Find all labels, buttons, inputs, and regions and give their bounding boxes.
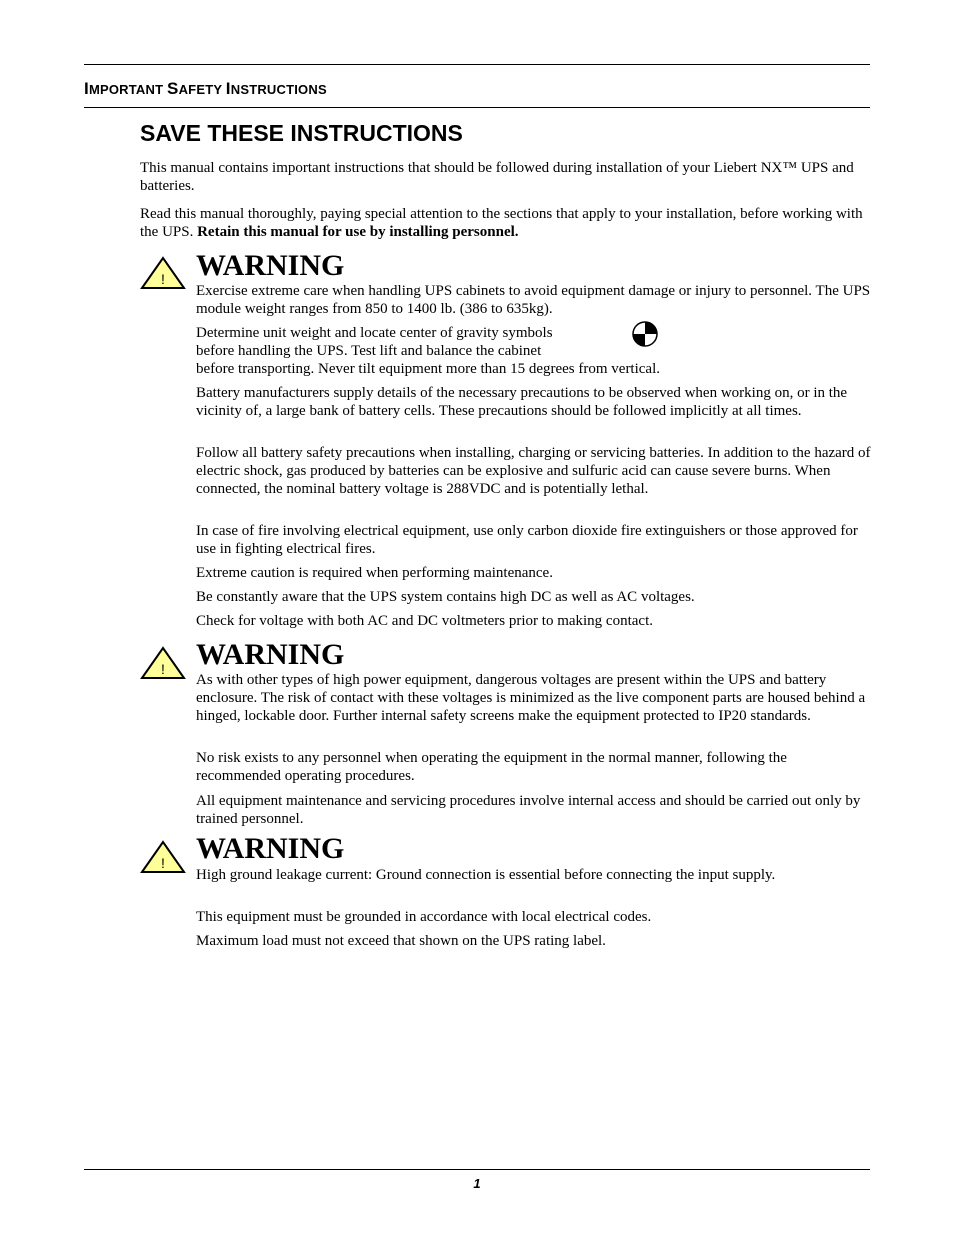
warning-triangle-icon — [140, 256, 186, 290]
warning-2-paragraph: All equipment maintenance and servicing procedures involve internal access and should be carried out only by trained personnel. — [196, 793, 861, 827]
header-bottom-rule — [84, 107, 870, 108]
warning-1-paragraph: Check for voltage with both AC and DC voltmeters prior to making contact. — [196, 613, 653, 629]
warning-1-paragraph: Battery manufacturers supply details of the necessary precautions to be observed when working on, or in the vicinity of, a large bank of battery cells. These precautions should be followed implicitly at all times. — [196, 385, 848, 419]
warning-1-paragraph: before handling the UPS. Test lift and balance the cabinet — [196, 343, 542, 359]
warning-1-paragraph: Follow all battery safety precautions when installing, charging or servicing batteries. In addition to the hazard of electric shock, gas produced by batteries can be explosive and sulfuric acid can cause severe burns. When connected, the nominal battery voltage is 288VDC and is potentially lethal. — [196, 445, 871, 497]
warning-3-paragraph: This equipment must be grounded in accordance with local electrical codes. — [196, 909, 652, 925]
page-title: SAVE THESE INSTRUCTIONS — [140, 120, 463, 146]
warning-3-paragraph: High ground leakage current: Ground connection is essential before connecting the input supply. — [196, 867, 776, 883]
warning-triangle-icon — [140, 646, 186, 680]
header-top-rule — [84, 64, 870, 65]
warning-1-paragraph: Determine unit weight and locate center of gravity symbols — [196, 325, 553, 341]
warning-1-paragraph: before transporting. Never tilt equipment more than 15 degrees from vertical. — [196, 361, 661, 377]
intro-paragraph-1: This manual contains important instructions that should be followed during installation of your Liebert NX™ UPS and batteries. — [140, 160, 854, 194]
section-header: IMPORTANT SAFETY INSTRUCTIONS — [84, 79, 327, 98]
warning-3-paragraph: Maximum load must not exceed that shown on the UPS rating label. — [196, 933, 606, 949]
svg-text:!: ! — [161, 661, 165, 677]
intro-paragraph-2: Read this manual thoroughly, paying special attention to the sections that apply to your installation, before working with the UPS. Retain this manual for use by installing personnel. — [140, 206, 863, 240]
center-of-gravity-icon — [632, 321, 658, 347]
warning-2-title: WARNING — [196, 638, 345, 671]
warning-triangle-icon — [140, 840, 186, 874]
warning-1-paragraph: Extreme caution is required when performing maintenance. — [196, 565, 553, 581]
footer-rule — [84, 1169, 870, 1170]
warning-2-paragraph: As with other types of high power equipment, dangerous voltages are present within the UPS and battery enclosure. The risk of contact with these voltages is minimized as the live component parts are housed behind a hinged, lockable door. Further internal safety screens make the equipment protected to IP20 standards. — [196, 672, 866, 724]
warning-1-title: WARNING — [196, 249, 345, 282]
warning-1-paragraph: In case of fire involving electrical equipment, use only carbon dioxide fire extinguishers or those approved for use in fighting electrical fires. — [196, 523, 858, 557]
svg-text:!: ! — [161, 855, 165, 871]
warning-3-title: WARNING — [196, 832, 345, 865]
svg-text:!: ! — [161, 271, 165, 287]
warning-1-paragraph: Be constantly aware that the UPS system contains high DC as well as AC voltages. — [196, 589, 695, 605]
warning-1-paragraph: Exercise extreme care when handling UPS cabinets to avoid equipment damage or injury to personnel. The UPS module weight ranges from 850 to 1400 lb. (386 to 635kg). — [196, 283, 871, 317]
warning-2-paragraph: No risk exists to any personnel when operating the equipment in the normal manner, following the recommended operating procedures. — [196, 750, 787, 784]
page-number: 1 — [473, 1176, 481, 1191]
